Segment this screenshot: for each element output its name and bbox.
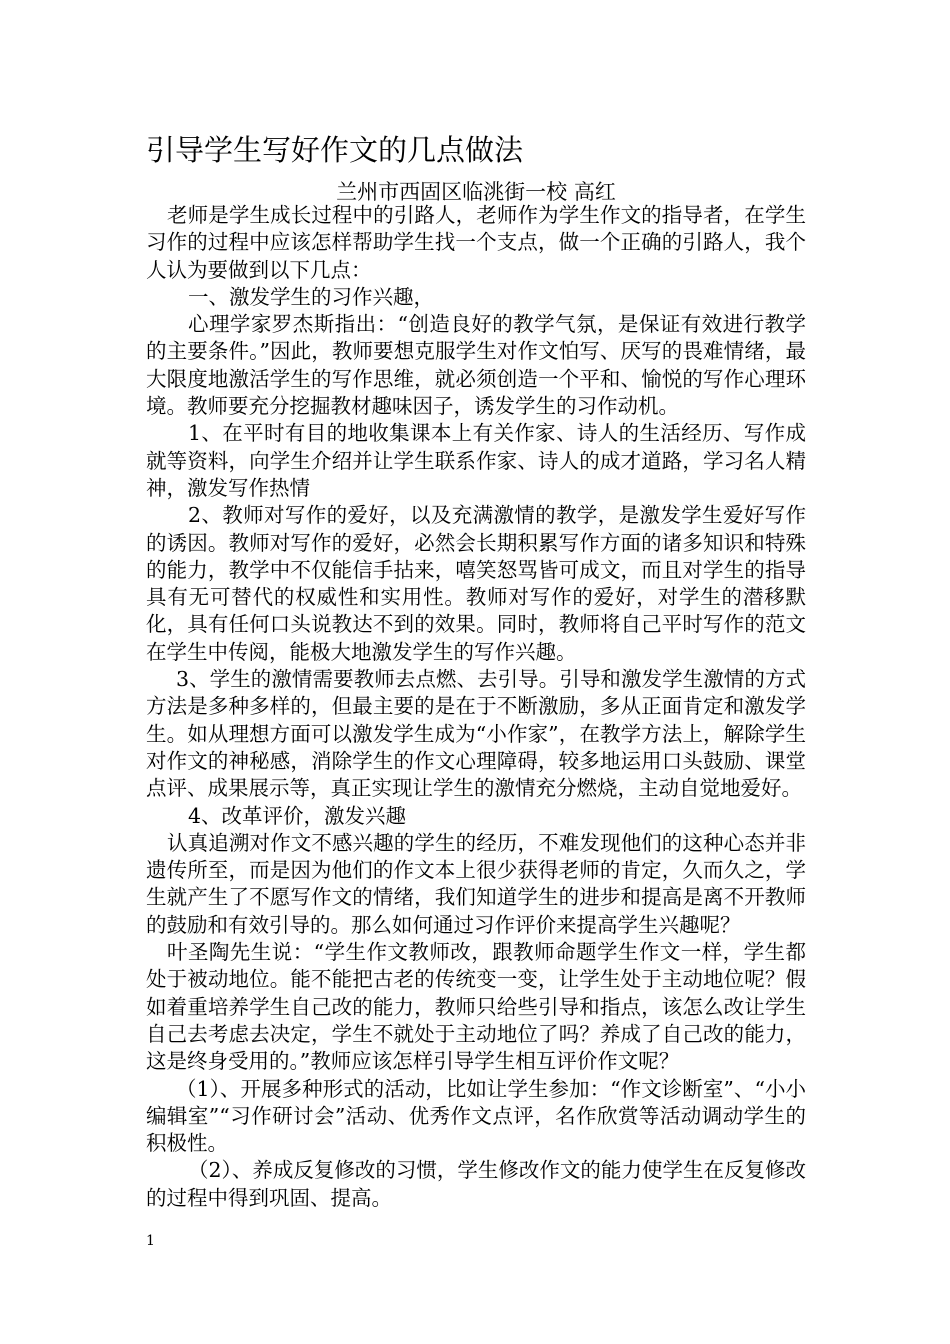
paragraph-activity-2: （2）、养成反复修改的习惯，学生修改作文的能力使学生在反复修改的过程中得到巩固、提高。 xyxy=(146,1158,806,1210)
paragraph-activity-1: （1）、开展多种形式的活动，比如让学生参加：“作文诊断室”、“小小编辑室”“习作研讨会”活动、优秀作文点评，名作欣赏等活动调动学生的积极性。 xyxy=(146,1076,806,1156)
document-body xyxy=(146,202,806,1212)
section-heading-1: 一、激发学生的习作兴趣， xyxy=(188,284,434,309)
paragraph-evaluation: 认真追溯对作文不感兴趣的学生的经历，不难发现他们的这种心态并非遗传所至，而是因为他们的作文本上很少获得老师的肯定，久而久之，学生就产生了不愿写作文的情绪，我们知道学生的进步和提高是离不开教师的鼓励和有效引导的。那么如何通过习作评价来提高学生兴趣呢？ xyxy=(146,830,806,937)
paragraph-intro: 老师是学生成长过程中的引路人，老师作为学生作文的指导者，在学生习作的过程中应该怎样帮助学生找一个支点，做一个正确的引路人，我个人认为要做到以下几点： xyxy=(146,203,806,282)
paragraph-point-1: 1、在平时有目的地收集课本上有关作家、诗人的生活经历、写作成就等资料，向学生介绍并让学生联系作家、诗人的成才道路，学习名人精神，激发写作热情 xyxy=(146,421,806,500)
paragraph-point-2: 2、教师对写作的爱好，以及充满激情的教学，是激发学生爱好写作的诱因。教师对写作的爱好，必然会长期积累写作方面的诸多知识和特殊的能力，教学中不仅能信手拈来，嘻笑怒骂皆可成文，而且对学生的指导具有无可替代的权威性和实用性。教师对写作的爱好，对学生的潜移默化，具有任何口头说教达不到的效果。同时，教师将自己平时写作的范文在学生中传阅，能极大地激发学生的写作兴趣。 xyxy=(146,503,806,664)
paragraph-rogers-quote: 心理学家罗杰斯指出：“创造良好的教学气氛，是保证有效进行教学的主要条件。”因此，教师要想克服学生对作文怕写、厌写的畏难情绪，最大限度地激活学生的写作思维，就必须创造一个平和、愉悦的写作心理环境。教师要充分挖掘教材趣味因子，诱发学生的习作动机。 xyxy=(146,312,806,419)
paragraph-point-4: 4、改革评价，激发兴趣 xyxy=(188,803,407,828)
page-number: 1 xyxy=(146,1233,155,1249)
paragraph-point-3: 3、学生的激情需要教师去点燃、去引导。引导和激发学生激情的方式方法是多种多样的，但最主要的是在于不断激励，多从正面肯定和激发学生。如从理想方面可以激发学生成为“小作家”，在教学方法上，解除学生对作文的神秘感，消除学生的作文心理障碍，较多地运用口头鼓励、课堂点评、成果展示等，真正实现让学生的激情充分燃烧，主动自觉地爱好。 xyxy=(146,667,806,801)
document-title: 引导学生写好作文的几点做法 xyxy=(146,133,524,167)
paragraph-ye-shengtao-quote: 叶圣陶先生说：“学生作文教师改，跟教师命题学生作文一样，学生都处于被动地位。能不能把古老的传统变一变，让学生处于主动地位呢？假如着重培养学生自己改的能力，教师只给些引导和指点，该怎么改让学生自己去考虑去决定，学生不就处于主动地位了吗？养成了自己改的能力，这是终身受用的。”教师应该怎样引导学生相互评价作文呢？ xyxy=(146,940,806,1074)
author-line: 兰州市西固区临洮街一校 高红 xyxy=(336,180,616,204)
